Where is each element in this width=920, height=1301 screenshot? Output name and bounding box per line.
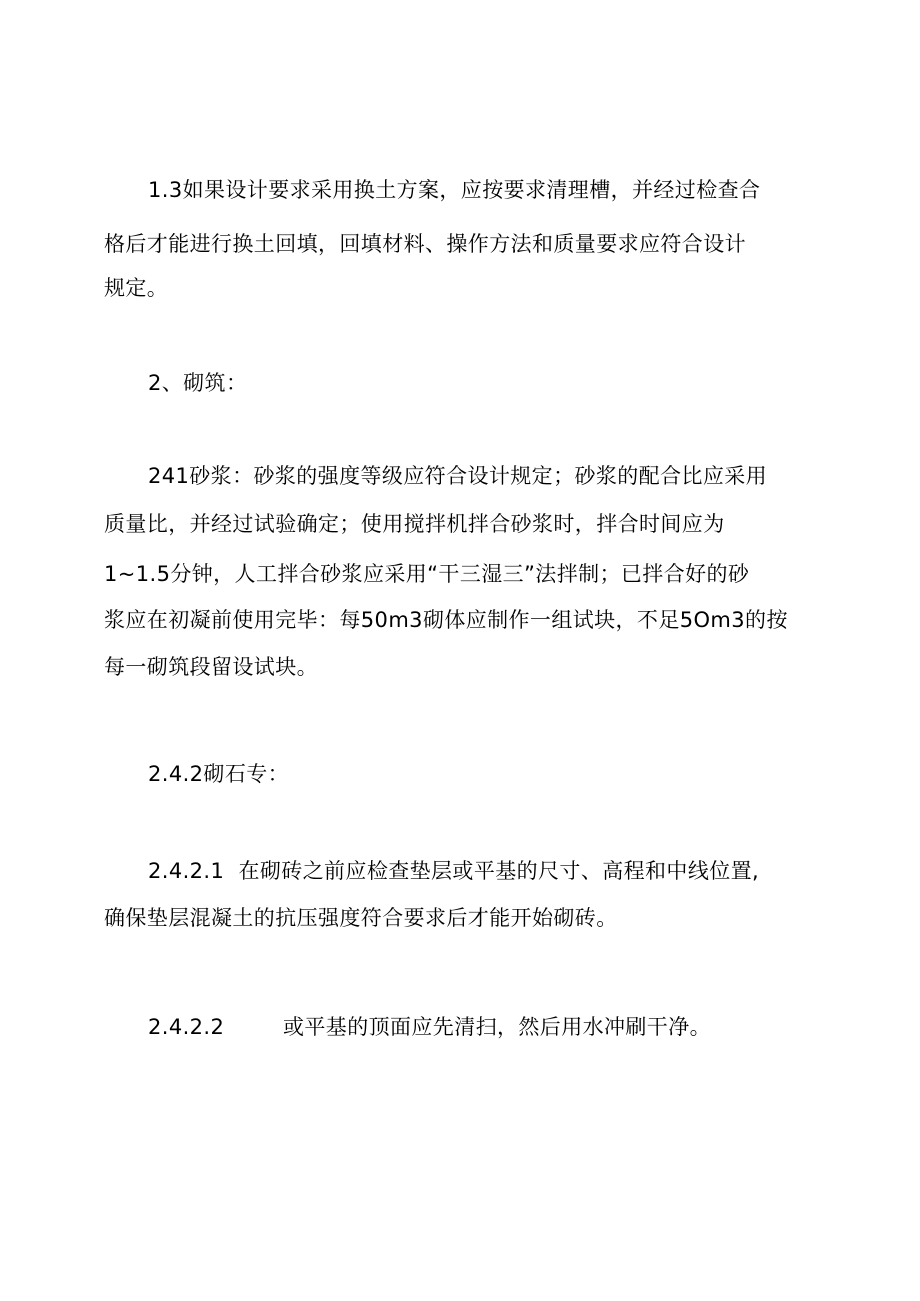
paragraph-2-line-4: 浆应在初凝前使用完毕：每50m3砌体应制作一组试块，不足5Om3的按	[104, 608, 788, 632]
clause-number-2-4-2-1: 2.4.2.1	[148, 859, 225, 883]
paragraph-2-line-5: 每一砌筑段留设试块。	[104, 655, 318, 679]
paragraph-4-line-1	[148, 1013, 711, 1041]
clause-2-4-2-1-text: 在砌砖之前应检查垫层或平基的尺寸、高程和中线位置,	[238, 859, 760, 883]
clause-2-4-2-2-text: 或平基的顶面应先清扫，然后用水冲刷干净。	[283, 1015, 711, 1039]
paragraph-3-line-2: 确保垫层混凝土的抗压强度符合要求后才能开始砌砖。	[104, 906, 618, 930]
paragraph-2-line-1: 241砂浆：砂浆的强度等级应符合设计规定；砂浆的配合比应采用	[148, 464, 768, 488]
paragraph-1-line-2: 格后才能进行换土回填，回填材料、操作方法和质量要求应符合设计	[104, 232, 746, 256]
paragraph-1-line-1: 1.3如果设计要求采用换土方案，应按要求清理槽，并经过检查合	[148, 178, 761, 202]
paragraph-3-line-1	[148, 857, 759, 885]
section-heading-2-4-2: 2.4.2砌石专：	[148, 762, 290, 786]
paragraph-2-line-2: 质量比，并经过试验确定；使用搅拌机拌合砂浆时，拌合时间应为	[104, 512, 725, 536]
paragraph-1-line-3: 规定。	[104, 276, 169, 300]
section-heading-2: 2、砌筑：	[148, 371, 248, 395]
paragraph-2-line-3: 1~1.5分钟，人工拌合砂浆应采用“干三湿三”法拌制；已拌合好的砂	[104, 562, 750, 586]
clause-number-2-4-2-2: 2.4.2.2	[148, 1015, 225, 1039]
